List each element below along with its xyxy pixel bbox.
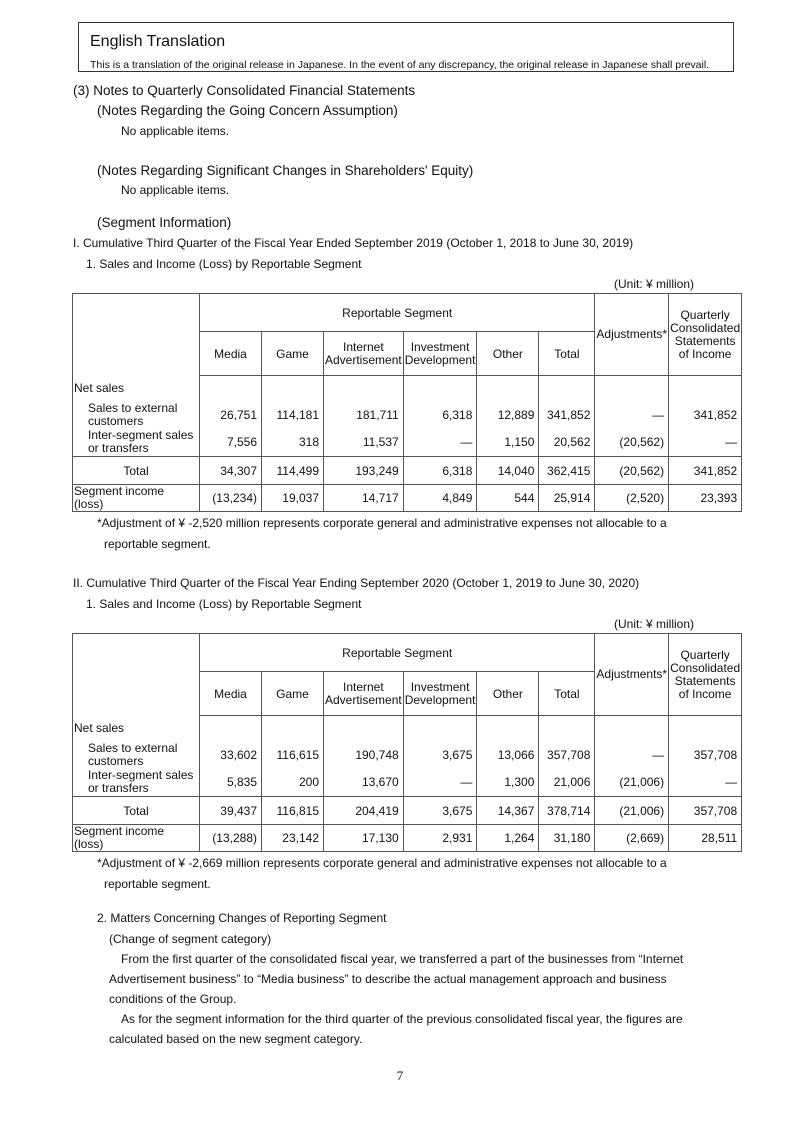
equity-heading: (Notes Regarding Significant Changes in Shareholders' Equity) xyxy=(97,163,474,178)
col-header-total: Total xyxy=(539,672,595,716)
col-header-investment-development: Investment Development xyxy=(403,332,477,376)
cell-value: 20,562 xyxy=(539,429,595,457)
cell-value: — xyxy=(669,429,742,457)
cell-value: — xyxy=(403,769,477,797)
cell-value: 193,249 xyxy=(324,457,404,485)
table-row xyxy=(73,797,742,825)
cell-value: 13,670 xyxy=(324,769,404,797)
translation-banner xyxy=(78,22,734,72)
qcs-header: Quarterly Consolidated Statements of Income xyxy=(669,294,742,376)
cell-value: 34,307 xyxy=(200,457,262,485)
cell-value: (21,006) xyxy=(595,769,669,797)
reportable-segment-header: Reportable Segment xyxy=(200,294,595,332)
table-row xyxy=(73,769,742,797)
cell-value: 17,130 xyxy=(324,825,404,852)
cell-value: — xyxy=(595,401,669,429)
cell-value: 4,849 xyxy=(403,485,477,512)
cell-value: (21,006) xyxy=(595,797,669,825)
cell-value: 23,142 xyxy=(262,825,324,852)
net-sales-label: Net sales xyxy=(73,716,200,741)
equity-text: No applicable items. xyxy=(121,183,230,197)
cell-value: 12,889 xyxy=(477,401,539,429)
cell-value: 341,852 xyxy=(669,457,742,485)
cell-value: 544 xyxy=(477,485,539,512)
col-header-other: Other xyxy=(477,332,539,376)
cell-value: 1,264 xyxy=(477,825,539,852)
table-subtitle-2: 1. Sales and Income (Loss) by Reportable Segment xyxy=(86,597,362,611)
row-label: Total xyxy=(73,457,200,485)
cell-value: 362,415 xyxy=(539,457,595,485)
table-row xyxy=(73,825,742,852)
cell-value: 33,602 xyxy=(200,741,262,769)
section-title: (3) Notes to Quarterly Consolidated Financial Statements xyxy=(73,83,416,98)
cell-value: 1,300 xyxy=(477,769,539,797)
table-row xyxy=(73,741,742,769)
unit-label-1: (Unit: ¥ million) xyxy=(614,277,695,291)
cell-value: 13,066 xyxy=(477,741,539,769)
cell-value: 28,511 xyxy=(669,825,742,852)
segment-table-2 xyxy=(72,633,742,852)
period-title-1: I. Cumulative Third Quarter of the Fiscal Year Ended September 2019 (October 1, 2018 to June 30, 2019) xyxy=(73,236,634,250)
footnote-1-line2: reportable segment. xyxy=(104,537,211,551)
cell-value: 39,437 xyxy=(200,797,262,825)
going-concern-text: No applicable items. xyxy=(121,124,230,138)
cell-value: 116,815 xyxy=(262,797,324,825)
cell-value: 357,708 xyxy=(669,797,742,825)
cell-value: 14,717 xyxy=(324,485,404,512)
cell-value: (2,669) xyxy=(595,825,669,852)
cell-value: 6,318 xyxy=(403,457,477,485)
cell-value: (13,234) xyxy=(200,485,262,512)
stub-header xyxy=(73,294,200,376)
cell-value: 114,499 xyxy=(262,457,324,485)
cell-value: 318 xyxy=(262,429,324,457)
cell-value: 7,556 xyxy=(200,429,262,457)
cell-value: 357,708 xyxy=(669,741,742,769)
col-header-internet-advertisement: Internet Advertisement xyxy=(324,332,404,376)
cell-value: 11,537 xyxy=(324,429,404,457)
cell-value: 1,150 xyxy=(477,429,539,457)
row-label: Segment income (loss) xyxy=(73,485,200,512)
cell-value: 116,615 xyxy=(262,741,324,769)
cell-value: 31,180 xyxy=(539,825,595,852)
net-sales-label: Net sales xyxy=(73,376,200,401)
table-subtitle-1: 1. Sales and Income (Loss) by Reportable Segment xyxy=(86,257,362,271)
adjustments-header: Adjustments* xyxy=(595,634,669,716)
col-header-internet-advertisement: Internet Advertisement xyxy=(324,672,404,716)
col-header-other: Other xyxy=(477,672,539,716)
row-label: Inter-segment sales or transfers xyxy=(73,429,200,457)
matters-p1-line1: From the first quarter of the consolidated fiscal year, we transferred a part of the businesses from “Internet xyxy=(121,952,684,966)
matters-subheading: (Change of segment category) xyxy=(109,932,272,946)
row-label: Sales to external customers xyxy=(73,741,200,769)
cell-value: — xyxy=(403,429,477,457)
page-number: 7 xyxy=(396,1068,404,1083)
cell-value: 14,367 xyxy=(477,797,539,825)
cell-value: 114,181 xyxy=(262,401,324,429)
row-label: Inter-segment sales or transfers xyxy=(73,769,200,797)
cell-value: 204,419 xyxy=(324,797,404,825)
cell-value: (20,562) xyxy=(595,429,669,457)
cell-value: 2,931 xyxy=(403,825,477,852)
cell-value: 14,040 xyxy=(477,457,539,485)
matters-p1-line3: conditions of the Group. xyxy=(109,992,237,1006)
col-header-game: Game xyxy=(262,672,324,716)
table-row xyxy=(73,457,742,485)
cell-value: 5,835 xyxy=(200,769,262,797)
col-header-media: Media xyxy=(200,672,262,716)
period-title-2: II. Cumulative Third Quarter of the Fiscal Year Ending September 2020 (October 1, 2019 to June 30, 2020) xyxy=(73,576,640,590)
cell-value: 23,393 xyxy=(669,485,742,512)
cell-value: 378,714 xyxy=(539,797,595,825)
matters-heading: 2. Matters Concerning Changes of Reporting Segment xyxy=(97,911,387,925)
table-row xyxy=(73,485,742,512)
banner-note: This is a translation of the original release in Japanese. In the event of any discrepancy, the original release in Japanese shall prevail. xyxy=(90,59,710,71)
cell-value: — xyxy=(669,769,742,797)
stub-header xyxy=(73,634,200,716)
row-label: Segment income (loss) xyxy=(73,825,200,852)
cell-value: (13,288) xyxy=(200,825,262,852)
cell-value: 190,748 xyxy=(324,741,404,769)
cell-value: — xyxy=(595,741,669,769)
col-header-total: Total xyxy=(539,332,595,376)
cell-value: 3,675 xyxy=(403,741,477,769)
segment-table-1 xyxy=(72,293,742,512)
row-label: Total xyxy=(73,797,200,825)
cell-value: 26,751 xyxy=(200,401,262,429)
unit-label-2: (Unit: ¥ million) xyxy=(614,617,695,631)
matters-p2-line1: As for the segment information for the third quarter of the previous consolidated fiscal year, the figures are xyxy=(121,1012,683,1026)
footnote-1-line1: *Adjustment of ¥ -2,520 million represents corporate general and administrative expenses not allocable to a xyxy=(97,516,667,530)
matters-p2-line2: calculated based on the new segment category. xyxy=(109,1032,363,1046)
cell-value: 200 xyxy=(262,769,324,797)
cell-value: 25,914 xyxy=(539,485,595,512)
cell-value: 341,852 xyxy=(539,401,595,429)
col-header-media: Media xyxy=(200,332,262,376)
col-header-investment-development: Investment Development xyxy=(403,672,477,716)
matters-p1-line2: Advertisement business” to “Media business” to describe the actual management approach and business xyxy=(109,972,667,986)
cell-value: 21,006 xyxy=(539,769,595,797)
table-row xyxy=(73,429,742,457)
footnote-2-line1: *Adjustment of ¥ -2,669 million represents corporate general and administrative expenses not allocable to a xyxy=(97,856,667,870)
cell-value: (20,562) xyxy=(595,457,669,485)
cell-value: (2,520) xyxy=(595,485,669,512)
cell-value: 19,037 xyxy=(262,485,324,512)
adjustments-header: Adjustments* xyxy=(595,294,669,376)
going-concern-heading: (Notes Regarding the Going Concern Assumption) xyxy=(97,103,398,118)
col-header-game: Game xyxy=(262,332,324,376)
row-label: Sales to external customers xyxy=(73,401,200,429)
qcs-header: Quarterly Consolidated Statements of Income xyxy=(669,634,742,716)
banner-title: English Translation xyxy=(90,33,226,50)
cell-value: 6,318 xyxy=(403,401,477,429)
reportable-segment-header: Reportable Segment xyxy=(200,634,595,672)
cell-value: 181,711 xyxy=(324,401,404,429)
footnote-2-line2: reportable segment. xyxy=(104,877,211,891)
table-row xyxy=(73,401,742,429)
cell-value: 341,852 xyxy=(669,401,742,429)
cell-value: 3,675 xyxy=(403,797,477,825)
cell-value: 357,708 xyxy=(539,741,595,769)
segment-heading: (Segment Information) xyxy=(97,215,232,230)
